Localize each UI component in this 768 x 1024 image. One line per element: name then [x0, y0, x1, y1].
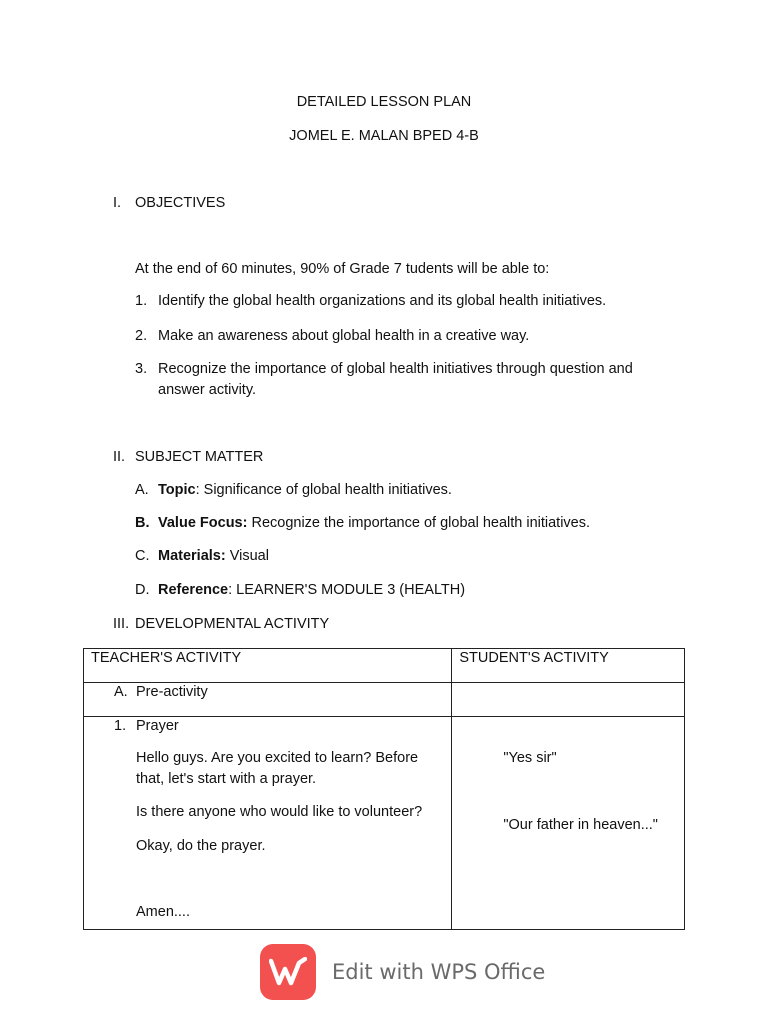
student-line: "Yes sir" — [503, 750, 557, 766]
prayer-student-cell — [452, 717, 685, 930]
wps-watermark[interactable] — [260, 943, 545, 1001]
student-line: "Our father in heaven..." — [503, 817, 658, 833]
subject-matter-title: SUBJECT MATTER — [135, 449, 264, 465]
wps-edit-label: Edit with WPS Office — [332, 960, 546, 984]
teacher-line: Is there anyone who would like to volunteer? — [136, 804, 423, 820]
materials-label: Materials: — [158, 548, 226, 564]
pre-activity-cell: A. Pre-activity — [84, 683, 452, 717]
student-activity-header: STUDENT'S ACTIVITY — [452, 649, 685, 683]
activity-table — [83, 648, 685, 930]
objectives-heading — [113, 195, 226, 211]
teacher-activity-header: TEACHER'S ACTIVITY — [84, 649, 452, 683]
prayer-label: Prayer — [136, 718, 179, 734]
developmental-numeral: III. — [113, 616, 130, 632]
document-title: DETAILED LESSON PLAN — [296, 94, 472, 110]
prayer-teacher-cell: 1. Prayer Hello guys. Are you excited to learn? Before that, let's start with a prayer. Is there anyone who would like to volunteer? Okay, do the prayer. Amen.... — [84, 717, 452, 930]
document-subtitle: JOMEL E. MALAN BPED 4-B — [289, 128, 479, 144]
subject-matter-numeral: II. — [113, 449, 126, 465]
pre-activity-label: Pre-activity — [136, 684, 208, 700]
table-header-row — [84, 649, 685, 683]
objectives-intro: At the end of 60 minutes, 90% of Grade 7 tudents will be able to: — [135, 261, 550, 277]
table-row — [84, 717, 685, 930]
topic-label: Topic — [158, 482, 196, 498]
teacher-line: Hello guys. Are you excited to learn? Before that, let's start with a prayer. — [136, 750, 419, 787]
teacher-line: Amen.... — [136, 904, 190, 920]
objectives-title: OBJECTIVES — [135, 195, 226, 211]
wps-logo-icon — [260, 944, 316, 1000]
value-focus-label: Value Focus: — [158, 515, 248, 531]
developmental-heading — [113, 616, 330, 632]
teacher-line: Okay, do the prayer. — [136, 838, 266, 854]
subject-matter-heading — [113, 449, 264, 465]
table-row — [84, 683, 685, 717]
developmental-title: DEVELOPMENTAL ACTIVITY — [135, 616, 330, 632]
reference-label: Reference — [158, 582, 229, 598]
objectives-numeral: I. — [113, 195, 122, 211]
